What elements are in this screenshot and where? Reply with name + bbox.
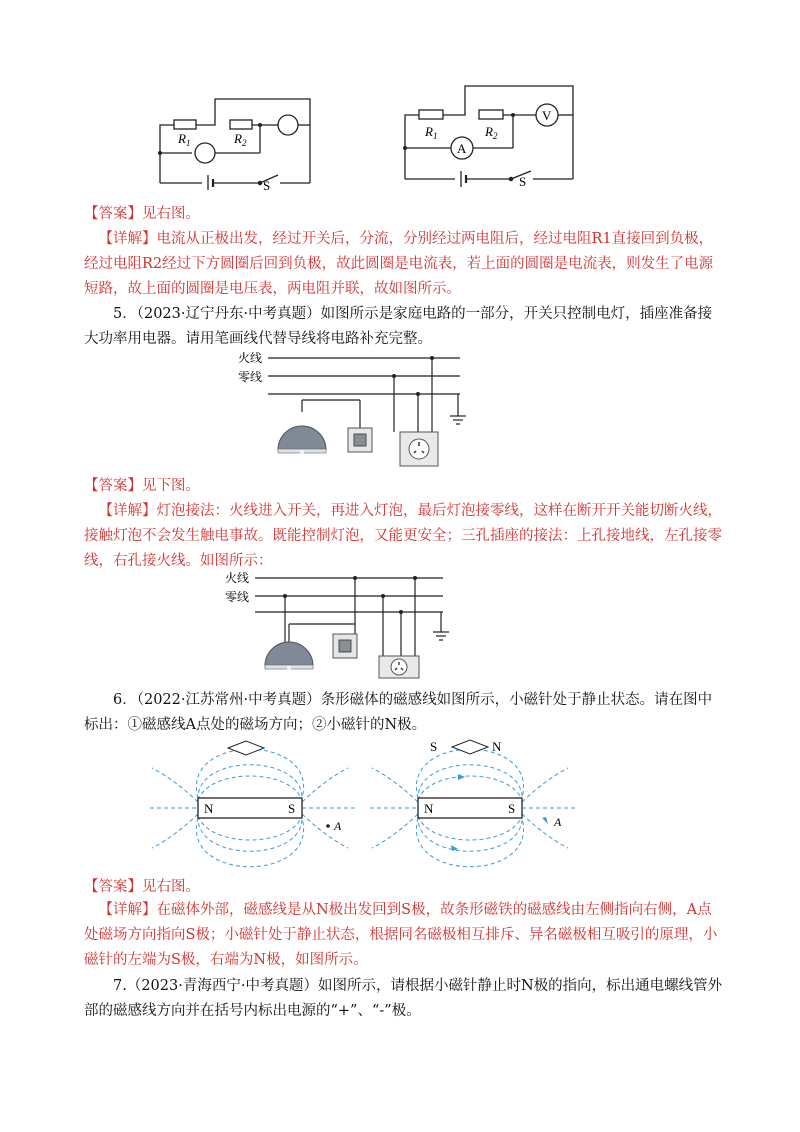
answer-tag: 【答案】 <box>84 206 142 222</box>
svg-text:火线: 火线 <box>238 351 263 365</box>
answer-tag: 【答案】 <box>84 478 142 494</box>
detail-tag: 【详解】 <box>98 503 157 519</box>
detail-text: 灯泡接法：火线进入开关，再进入灯泡，最后灯泡接零线，这样在断开开关能切断火线，接触灯泡不会发生触电事故。既能控制灯泡，又能更安全；三孔插座的接法：上孔接地线，左孔接零线，右孔接火线。如图所示： <box>84 503 722 569</box>
q6-magnet-answer <box>370 735 585 870</box>
svg-text:A: A <box>334 819 342 833</box>
q4-detail <box>84 227 724 302</box>
q6-answer <box>84 875 724 900</box>
q5-answer <box>84 474 724 499</box>
svg-text:R2: $R_2$ <box>234 131 247 148</box>
svg-text:R2: $R_2$ <box>485 124 498 141</box>
svg-text:R1: $R_1$ <box>178 131 191 148</box>
answer-text: 见右图。 <box>142 879 200 895</box>
svg-text:S: S <box>263 178 271 190</box>
q5-question: 5．（2023·辽宁丹东·中考真题）如图所示是家庭电路的一部分，开关只控制电灯，插座准备接大功率用电器。请用笔画线代替导线将电路补充完整。 <box>84 306 713 347</box>
q4-circuit-answer <box>395 82 580 187</box>
q4-answer <box>84 202 724 227</box>
q5-house-circuit-answer <box>225 570 455 680</box>
svg-text:S: S <box>508 801 516 816</box>
answer-text: 见右图。 <box>142 206 200 222</box>
q6-question: 6．（2022·江苏常州·中考真题）条形磁体的磁感线如图所示，小磁针处于静止状态。请在图中标出：①磁感线A点处的磁场方向；②小磁针的N极。 <box>84 692 713 733</box>
q6-magnet-question <box>150 738 365 873</box>
q5-detail <box>84 499 724 574</box>
svg-text:火线: 火线 <box>225 571 250 585</box>
svg-text:V: V <box>542 108 552 123</box>
q4-circuit-question <box>150 95 320 190</box>
svg-text:S: S <box>430 739 438 754</box>
q6-detail <box>84 898 724 973</box>
answer-text: 见下图。 <box>142 478 200 494</box>
svg-text:S: S <box>288 801 296 816</box>
detail-text: 电流从正极出发，经过开关后，分流，分别经过两电阻后，经过电阻R1直接回到负极，经过电阻R2经过下方圆圈后回到负极，故此圆圈是电流表，若上面的圆圈是电流表，则发生了电源短路，故上面的圆圈是电压表，两电阻并联，故如图所示。 <box>84 231 714 297</box>
svg-text:R1: $R_1$ <box>425 124 438 141</box>
svg-text:S: S <box>519 174 527 187</box>
detail-tag: 【详解】 <box>98 231 157 247</box>
detail-tag: 【详解】 <box>98 902 157 918</box>
svg-text:A: A <box>554 815 562 829</box>
svg-text:零线: 零线 <box>225 590 250 604</box>
svg-text:N: N <box>424 801 434 816</box>
detail-text: 在磁体外部，磁感线是从N极出发回到S极，故条形磁铁的磁感线由左侧指向右侧，A点处磁场方向指向S极；小磁针处于静止状态，根据同名磁极相互排斥、异名磁极相互吸引的原理，小磁针的左端为S极，右端为N极，如图所示。 <box>84 902 718 968</box>
q7-question: 7.（2023·青海西宁·中考真题）如图所示，请根据小磁针静止时N极的指向，标出通电螺线管外部的磁感线方向并在括号内标出电源的“+”、“-”极。 <box>84 978 723 1019</box>
svg-text:N: N <box>492 739 502 754</box>
answer-tag: 【答案】 <box>84 879 142 895</box>
svg-text:零线: 零线 <box>238 370 263 384</box>
svg-text:N: N <box>204 801 214 816</box>
svg-text:A: A <box>457 141 467 156</box>
q5-house-circuit-question <box>238 350 468 470</box>
